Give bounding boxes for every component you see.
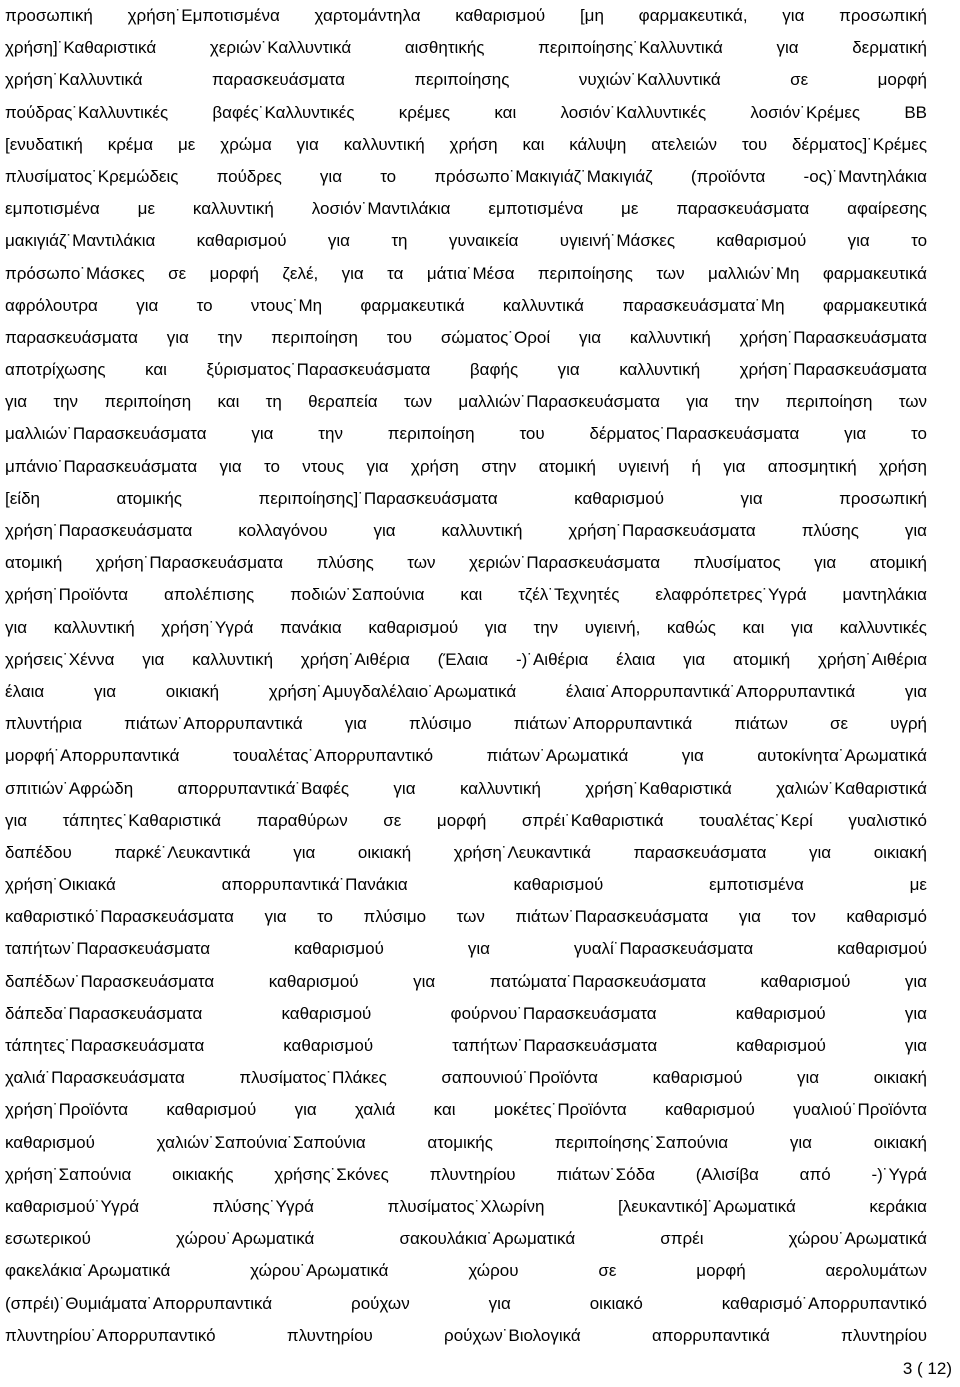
- text-line: αφρόλουτρα για το ντους˙Μη φαρμακευτικά καλλυντικά παρασκευάσματα˙Μη φαρμακευτικά: [5, 295, 927, 315]
- text-line: πλυντηρίου˙Απορρυπαντικό πλυντηρίου ρούχων˙Βιολογικά απορρυπαντικά πλυντηρίου: [5, 1325, 927, 1345]
- text-line: χρήση˙Προϊόντα απολέπισης ποδιών˙Σαπούνια και τζέλ˙Τεχνητές ελαφρόπετρες˙Υγρά μαντηλάκια: [5, 585, 927, 605]
- text-line: χρήση˙Προϊόντα καθαρισμού για χαλιά και μοκέτες˙Προϊόντα καθαρισμού γυαλιού˙Προϊόντα: [5, 1100, 927, 1120]
- text-line: δαπέδων˙Παρασκευάσματα καθαρισμού για πατώματα˙Παρασκευάσματα καθαρισμού για: [5, 971, 927, 991]
- text-line: μαλλιών˙Παρασκευάσματα για την περιποίηση του δέρματος˙Παρασκευάσματα για το: [5, 424, 927, 444]
- text-line: πούδρας˙Καλλυντικές βαφές˙Καλλυντικές κρέμες και λοσιόν˙Καλλυντικές λοσιόν˙Κρέμες BB: [5, 102, 927, 122]
- text-line: αποτρίχωσης και ξύρισματος˙Παρασκευάσματα βαφής για καλλυντική χρήση˙Παρασκευάσματα: [5, 360, 927, 380]
- text-line: [ενυδατική κρέμα με χρώμα για καλλυντική χρήση και κάλυψη ατελειών του δέρματος]˙Κρέμες: [5, 134, 927, 154]
- text-line: φακελάκια˙Αρωματικά χώρου˙Αρωματικά χώρου σε μορφή αερολυμάτων: [5, 1261, 927, 1281]
- text-line: εσωτερικού χώρου˙Αρωματικά σακουλάκια˙Αρωματικά σπρέι χώρου˙Αρωματικά: [5, 1229, 927, 1249]
- text-line: για καλλυντική χρήση˙Υγρά πανάκια καθαρισμού για την υγιεινή, καθώς και για καλλυντικές: [5, 617, 927, 637]
- text-line: τάπητες˙Παρασκευάσματα καθαρισμού ταπήτων˙Παρασκευάσματα καθαρισμού για: [5, 1036, 927, 1055]
- text-line: χρήση˙Παρασκευάσματα κολλαγόνου για καλλυντική χρήση˙Παρασκευάσματα πλύσης για: [5, 521, 927, 540]
- text-line: καθαρισμού χαλιών˙Σαπούνια˙Σαπούνια ατομικής περιποίησης˙Σαπούνια για οικιακή: [5, 1132, 927, 1152]
- text-line: πρόσωπο˙Μάσκες σε μορφή ζελέ, για τα μάτια˙Μέσα περιποίησης των μαλλιών˙Μη φαρμακευτικά: [5, 263, 927, 283]
- text-line: καθαριστικό˙Παρασκευάσματα για το πλύσιμο των πιάτων˙Παρασκευάσματα για τον καθαρισμό: [5, 907, 927, 927]
- text-line: χρήση˙Οικιακά απορρυπαντικά˙Πανάκια καθαρισμού εμποτισμένα με: [5, 875, 927, 895]
- text-line: για τάπητες˙Καθαριστικά παραθύρων σε μορφή σπρέι˙Καθαριστικά τουαλέτας˙Κερί γυαλιστικό: [5, 810, 927, 830]
- text-line: μακιγιάζ˙Μαντιλάκια καθαρισμού για τη γυναικεία υγιεινή˙Μάσκες καθαρισμού για το: [5, 231, 927, 251]
- text-line: μπάνιο˙Παρασκευάσματα για το ντους για χρήση στην ατομική υγιεινή ή για αποσμητική χρήση: [5, 456, 927, 476]
- text-line: καθαρισμού˙Υγρά πλύσης˙Υγρά πλυσίματος˙Χλωρίνη [λευκαντικό]˙Αρωματικά κεράκια: [5, 1196, 927, 1216]
- text-line: χαλιά˙Παρασκευάσματα πλυσίματος˙Πλάκες σαπουνιού˙Προϊόντα καθαρισμού για οικιακή: [5, 1068, 927, 1088]
- text-line: χρήση˙Σαπούνια οικιακής χρήσης˙Σκόνες πλυντηρίου πιάτων˙Σόδα (Αλισίβα από -)˙Υγρά: [5, 1164, 927, 1184]
- body-text: [5, 0, 927, 1384]
- text-line: μορφή˙Απορρυπαντικά τουαλέτας˙Απορρυπαντικό πιάτων˙Αρωματικά για αυτοκίνητα˙Αρωματικά: [5, 746, 927, 766]
- text-line: χρήση]˙Καθαριστικά χεριών˙Καλλυντικά αισθητικής περιποίησης˙Καλλυντικά για δερματική: [5, 38, 927, 58]
- text-line: έλαια για οικιακή χρήση˙Αμυγδαλέλαιο˙Αρωματικά έλαια˙Απορρυπαντικά˙Απορρυπαντικά για: [5, 681, 927, 701]
- text-line: προσωπική χρήση˙Εμποτισμένα χαρτομάντηλα καθαρισμού [μη φαρμακευτικά, για προσωπική: [5, 6, 927, 25]
- text-line: για την περιποίηση και τη θεραπεία των μαλλιών˙Παρασκευάσματα για την περιποίηση των: [5, 392, 927, 412]
- text-line: εμποτισμένα με καλλυντική λοσιόν˙Μαντιλάκια εμποτισμένα με παρασκευάσματα αφαίρεσης: [5, 199, 927, 219]
- text-line: χρήσεις˙Χέννα για καλλυντική χρήση˙Αιθέρια (Έλαια -)˙Αιθέρια έλαια για ατομική χρήση˙Αιθέρια: [5, 649, 927, 669]
- text-line: χρήση˙Καλλυντικά παρασκευάσματα περιποίησης νυχιών˙Καλλυντικά σε μορφή: [5, 70, 927, 90]
- text-line: πλυντήρια πιάτων˙Απορρυπαντικά για πλύσιμο πιάτων˙Απορρυπαντικά πιάτων σε υγρή: [5, 714, 927, 734]
- text-line: πλυσίματος˙Κρεμώδεις πούδρες για το πρόσωπο˙Μακιγιάζ˙Μακιγιάζ (προϊόντα -ος)˙Μαντηλάκια: [5, 166, 927, 186]
- text-line: ταπήτων˙Παρασκευάσματα καθαρισμού για γυαλί˙Παρασκευάσματα καθαρισμού: [5, 939, 927, 959]
- text-line: δαπέδου παρκέ˙Λευκαντικά για οικιακή χρήση˙Λευκαντικά παρασκευάσματα για οικιακή: [5, 842, 927, 862]
- text-line: [είδη ατομικής περιποίησης]˙Παρασκευάσματα καθαρισμού για προσωπική: [5, 488, 927, 508]
- text-line: (σπρέι)˙Θυμιάματα˙Απορρυπαντικά ρούχων για οικιακό καθαρισμό˙Απορρυπαντικό: [5, 1293, 927, 1313]
- text-line: ατομική χρήση˙Παρασκευάσματα πλύσης των χεριών˙Παρασκευάσματα πλυσίματος για ατομική: [5, 553, 927, 573]
- page-number: 3 ( 12): [902, 1359, 952, 1378]
- text-line: [5, 1352, 927, 1384]
- text-line: δάπεδα˙Παρασκευάσματα καθαρισμού φούρνου˙Παρασκευάσματα καθαρισμού για: [5, 1003, 927, 1023]
- text-line: σπιτιών˙Αφρώδη απορρυπαντικά˙Βαφές για καλλυντική χρήση˙Καθαριστικά χαλιών˙Καθαριστικά: [5, 778, 927, 798]
- text-line: παρασκευάσματα για την περιποίηση του σώματος˙Οροί για καλλυντική χρήση˙Παρασκευάσματα: [5, 327, 927, 347]
